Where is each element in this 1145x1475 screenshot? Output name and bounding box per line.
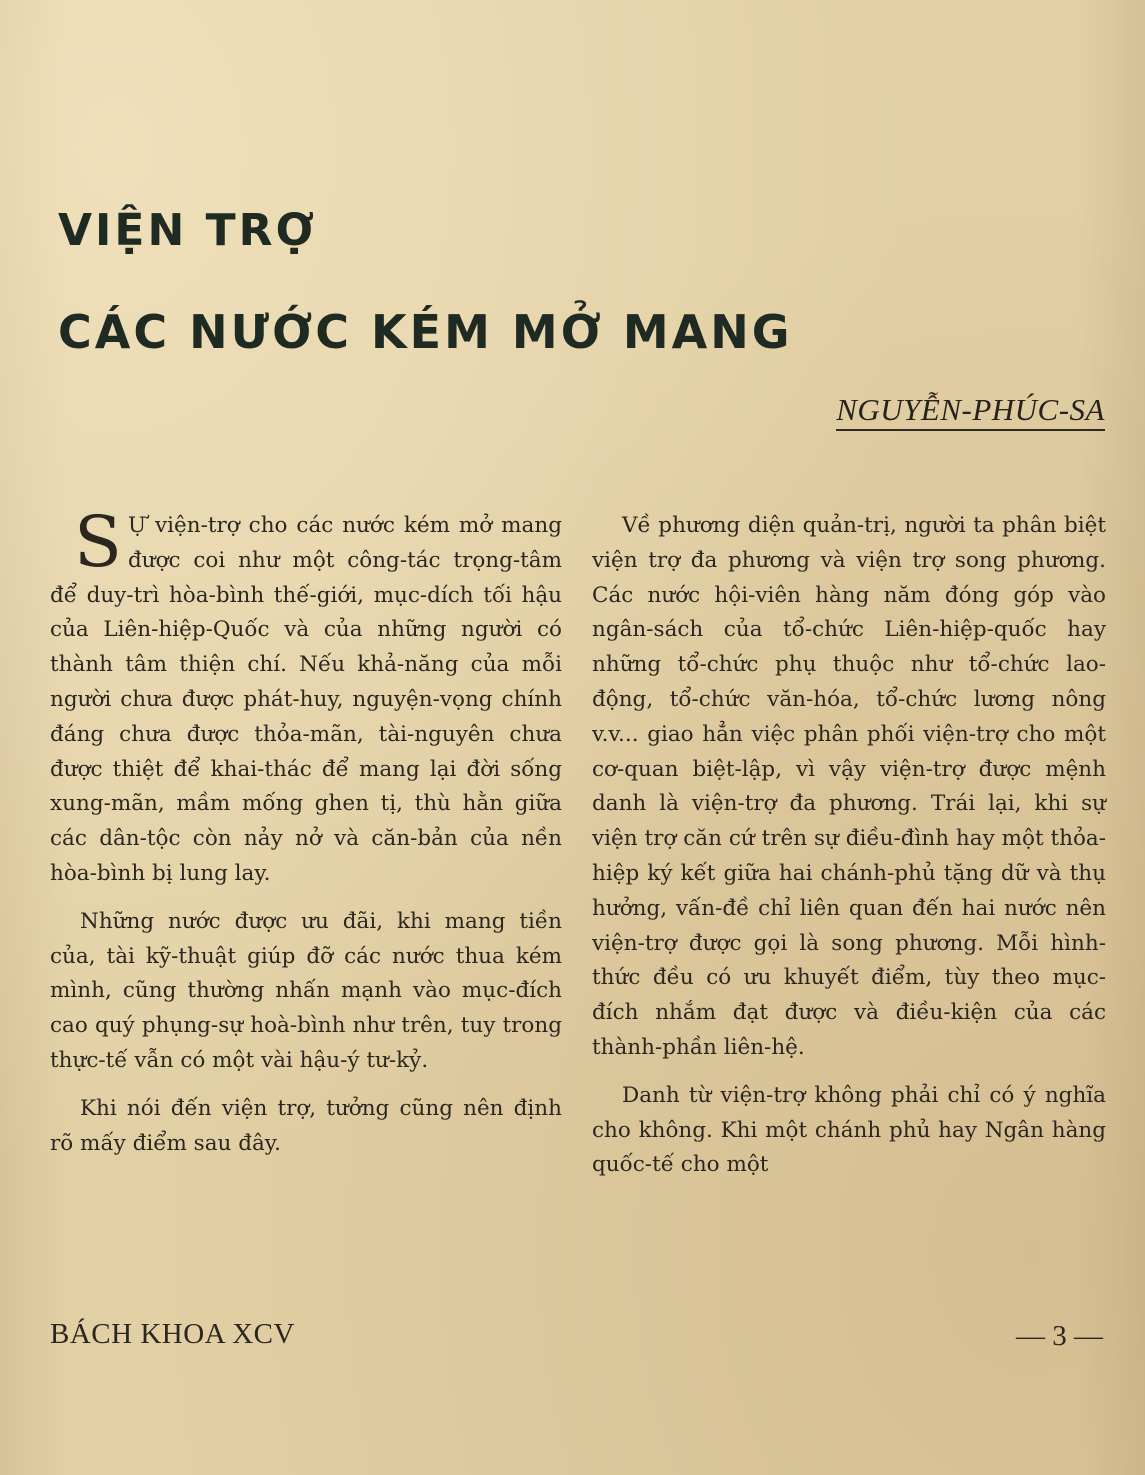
paragraph-5: Danh từ viện-trợ không phải chỉ có ý nghĩa cho không. Khi một chánh phủ hay Ngân hàng quốc-tế cho một [592,1082,1106,1178]
paragraph-4: Về phương diện quản-trị, người ta phân biệt viện trợ đa phương và viện trợ song phương. Các nước hội-viên hàng năm đóng góp vào ngân-sách của tổ-chức Liên-hiệp-quốc hay những tổ-chức phụ thuộc như tổ-chức lao-động, tổ-chức văn-hóa, tổ-chức lương nông v.v... giao hẳn việc phân phối viện-trợ cho một cơ-quan biệt-lập, vì vậy viện-trợ được mệnh danh là viện-trợ đa phương. Trái lại, khi sự viện trợ căn cứ trên sự điều-đình hay một thỏa-hiệp ký kết giữa hai chánh-phủ tặng dữ và thụ hưởng, vấn-đề chỉ liên quan đến hai nước nên viện-trợ được gọi là song phương. Mỗi hình-thức đều có ưu khuyết điểm, tùy theo mục-đích nhắm đạt được và điều-kiện của các thành-phần liên-hệ. [592,513,1106,1060]
paragraph-1-text: Ự viện-trợ cho các nước kém mở mang được coi như một công-tác trọng-tâm để duy-trì hòa-bình thế-giới, mục-dích tối hậu của Liên-hiệp-Quốc và của những người có thành tâm thiện chí. Nếu khả-năng của mỗi người chưa được phát-huy, nguyện-vọng chính đáng chưa được thỏa-mãn, tài-nguyên chưa được thiệt để khai-thác để mang lại đời sống xung-mãn, mầm mống ghen tị, thù hằn giữa các dân-tộc còn nảy nở và căn-bản của nền hòa-bình bị lung lay. [50,513,562,886]
right-column [592,509,1106,1196]
article-title-line-2: CÁC NƯỚC KÉM MỞ MANG [58,305,793,359]
paragraph-3: Khi nói đến viện trợ, tưởng cũng nên định rõ mấy điểm sau đây. [50,1095,562,1156]
left-column [50,501,562,1174]
article-title-line-1: VIỆN TRỢ [58,205,317,256]
publication-footer: BÁCH KHOA XCV [50,1318,295,1350]
author-byline: NGUYỄN-PHÚC-SA [836,392,1105,431]
paragraph-1 [50,501,562,892]
drop-cap: S [74,501,122,583]
paragraph-2: Những nước được ưu đãi, khi mang tiền của, tài kỹ-thuật giúp đỡ các nước thua kém mình, cũng thường nhấn mạnh vào mục-đích cao quý phụng-sự hoà-bình như trên, tuy trong thực-tế vẫn có một vài hậu-ý tư-kỷ. [50,908,562,1073]
page-number: — 3 — [1016,1320,1103,1352]
